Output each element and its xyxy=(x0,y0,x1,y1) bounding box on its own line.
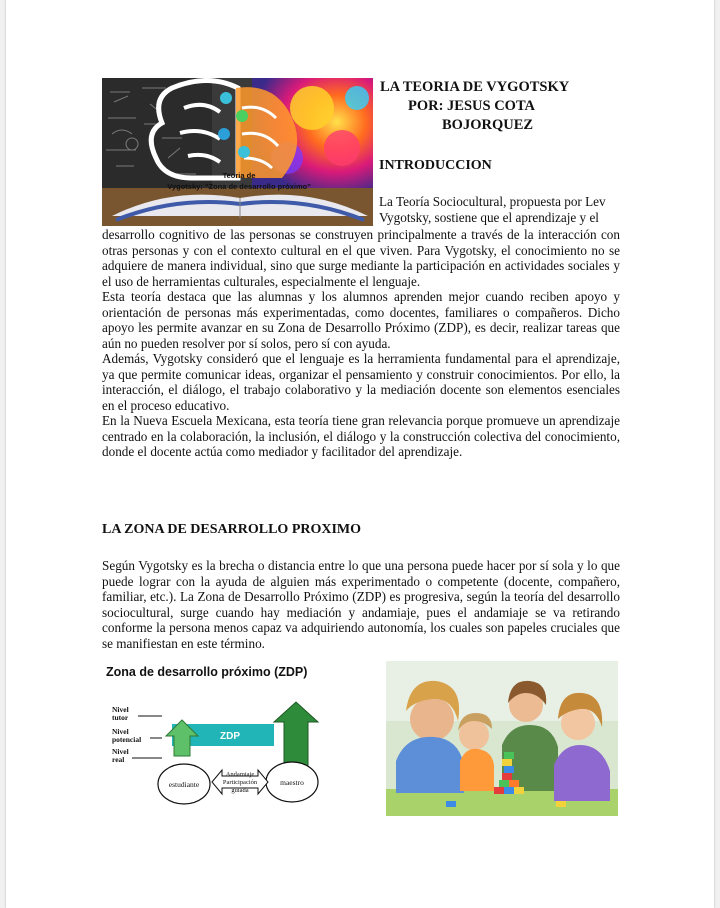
title-line-3: BOJORQUEZ xyxy=(442,117,534,133)
level-tutor-line2: tutor xyxy=(112,713,129,722)
teacher-arrow xyxy=(274,702,318,766)
level-real-line1: Nivel xyxy=(112,747,129,756)
children-playing-photo xyxy=(386,661,618,816)
level-tutor-line1: Nivel xyxy=(112,705,129,714)
intro-line-2: Vygotsky, sostiene que el aprendizaje y el xyxy=(379,209,599,225)
intro-body xyxy=(102,227,620,460)
intro-paragraph-2: Esta teoría destaca que las alumnas y los alumnos aprenden mejor cuando reciben apoyo y orientación de personas más experimentadas, como docentes, familiares o compañeros. Dicho apoyo les permite avanzar en su Zona de Desarrollo Próximo (ZDP), es decir, realizar tareas que aún no pueden resolver por sí solos, pero sí con ayuda. xyxy=(102,289,620,351)
scaffold-line3: guiada xyxy=(231,787,249,794)
document-title xyxy=(378,78,628,135)
level-potencial-line1: Nivel xyxy=(112,727,129,736)
scaffold-line2: Participación xyxy=(222,779,258,786)
title-line-1: LA TEORIA DE VYGOTSKY xyxy=(380,79,570,95)
zdp-heading: LA ZONA DE DESARROLLO PROXIMO xyxy=(102,522,362,537)
title-line-2: POR: JESUS COTA xyxy=(408,98,536,114)
scaffold-line1: Andamiaje xyxy=(225,771,255,778)
intro-heading: INTRODUCCION xyxy=(379,158,492,173)
document-page xyxy=(6,0,714,908)
zdp-bar-label: ZDP xyxy=(220,731,240,742)
hero-image-brain-book xyxy=(102,78,373,226)
student-label: estudiante xyxy=(168,780,200,789)
level-real-line2: real xyxy=(112,755,125,764)
zdp-paragraph: Según Vygotsky es la brecha o distancia entre lo que una persona puede hacer por sí sola y lo que puede lograr con la ayuda de alguien más experimentado o competente (docente, compañero, familiar, etc.). La Zona de Desarrollo Próximo (ZDP) es progresiva, según la teoría del desarrollo sociocultural, surge cuando hay mediación y andamiaje, pues el andamiaje se va retirando conforme la persona menos capaz va adquiriendo autonomía, los cuales son papeles cruciales que se manifiestan en este término. xyxy=(102,558,620,651)
intro-line-1: La Teoría Sociocultural, propuesta por Lev xyxy=(379,194,606,209)
zdp-diagram-title: Zona de desarrollo próximo (ZDP) xyxy=(106,665,308,679)
hero-caption-line2: Vygotsky: "Zona de desarrollo próximo" xyxy=(167,182,311,191)
intro-paragraph-1: desarrollo cognitivo de las personas se construyen principalmente a través de la interacción con otras personas y con el contexto cultural en el que viven. Para Vygotsky, el conocimiento no se adquiere de manera individual, sino que surge mediante la participación en actividades sociales y el uso de herramientas culturales, especialmente el lenguaje. xyxy=(102,227,620,289)
hero-caption-line1: Teoria de xyxy=(222,171,256,180)
teacher-label: maestro xyxy=(280,778,304,787)
level-potencial-line2: potencial xyxy=(112,735,142,744)
intro-paragraph-4: En la Nueva Escuela Mexicana, esta teoría tiene gran relevancia porque promueve un aprendizaje centrado en la colaboración, la inclusión, el diálogo y la construcción colectiva del conocimiento, donde el docente actúa como mediador y facilitador del aprendizaje. xyxy=(102,413,620,459)
intro-wrapped-lines xyxy=(379,194,619,225)
zdp-diagram xyxy=(102,660,352,820)
intro-paragraph-3: Además, Vygotsky consideró que el lenguaje es la herramienta fundamental para el aprendizaje, ya que permite comunicar ideas, organizar el pensamiento y construir conocimientos. Por ello, la interacción, el diálogo, el trabajo colaborativo y la mediación docente son elementos esenciales en el proceso educativo. xyxy=(102,351,620,413)
